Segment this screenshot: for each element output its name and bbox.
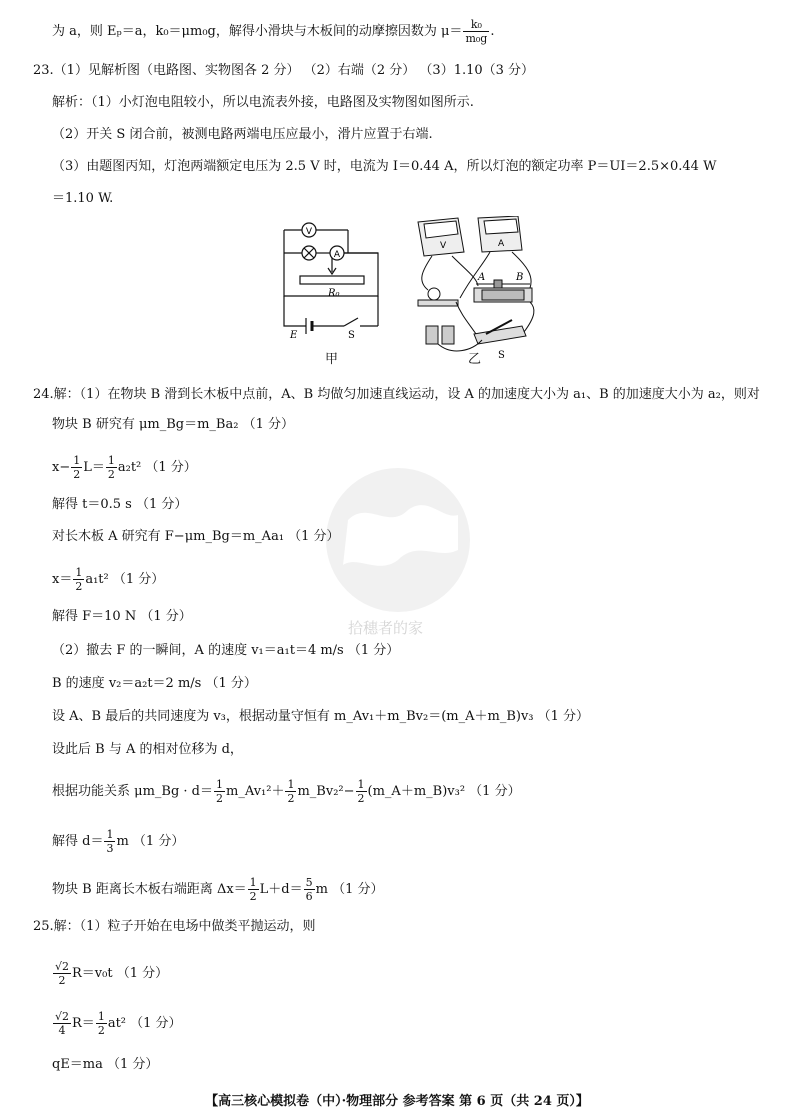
q23-heading: 23.（1）见解析图（电路图、实物图各 2 分） （2）右端（2 分） （3）1.10（3 分） (33, 63, 535, 78)
q24-eq-b: 物块 B 研究有 μm_Bg＝m_Ba₂ （1 分） (52, 417, 294, 432)
rheostat-b-label: B (516, 272, 524, 283)
q24-eq-x: x− $\frac{1}{2}$ L＝ $\frac{1}{2}$ a₂t² （1 分） (52, 454, 197, 481)
q24-part2-v1: （2）撤去 F 的一瞬间，A 的速度 v₁＝a₁t＝4 m/s （1 分） (52, 643, 400, 658)
caption-yi: 乙 (468, 352, 482, 367)
q24-momentum: 设 A、B 最后的共同速度为 v₃，根据动量守恒有 m_Av₁＋m_Bv₂＝(m_A＋m_B)v₃ （1 分） (52, 709, 590, 724)
q24-energy: 根据功能关系 μm_Bg · d＝ $\frac{1}{2}$ m_Av₁²＋ $\frac{1}{2}$ m_Bv₂²− $\frac{1}{2}$ (m_A＋m_B)v₃² （1 分） (52, 778, 521, 805)
rheostat-a-label: A (478, 272, 486, 283)
q24-solve-f: 解得 F＝10 N （1 分） (52, 609, 192, 624)
meter-a-label: A (498, 239, 505, 249)
page-footer: 【高三核心模拟卷（中）·物理部分 参考答案 第 6 页（共 24 页）】 (205, 1094, 589, 1109)
e-label: E (290, 330, 298, 341)
q24-relative-disp: 设此后 B 与 A 的相对位移为 d， (52, 742, 243, 757)
watermark-globe-icon (318, 460, 478, 640)
q24-distance: 物块 B 距离长木板右端距离 Δx＝ $\frac{1}{2}$ L＋d＝ $\frac{5}{6}$ m （1 分） (52, 876, 384, 903)
q24-eq-a: 对长木板 A 研究有 F−μm_Bg＝m_Aa₁ （1 分） (52, 529, 340, 544)
voltmeter-label: V (305, 227, 313, 237)
q25-eq-3: qE＝ma （1 分） (52, 1057, 159, 1072)
watermark-text: 拾穗者的家 (348, 619, 424, 637)
q25-eq-1: $\frac{√2}{2}$ R＝v₀t （1 分） (55, 960, 169, 987)
apparatus-illustration (412, 216, 537, 366)
caption-jia: 甲 (325, 352, 339, 367)
ammeter-label: A (333, 250, 341, 260)
q23-analysis-2: （2）开关 S 闭合前，被测电路两端电压应最小，滑片应置于右端. (52, 127, 433, 142)
circuit-diagram (270, 218, 390, 343)
q23-analysis-3: （3）由题图丙知，灯泡两端额定电压为 2.5 V 时，电流为 I＝0.44 A，所以灯泡的额定功率 P＝UI＝2.5×0.44 W (52, 159, 717, 174)
q24-part2-v2: B 的速度 v₂＝a₂t＝2 m/s （1 分） (52, 676, 257, 691)
q25-heading: 25.解：（1）粒子开始在电场中做类平抛运动，则 (33, 919, 316, 934)
q24-eq-xa: x＝ $\frac{1}{2}$ a₁t² （1 分） (52, 566, 165, 593)
q24-solve-d: 解得 d＝ $\frac{1}{3}$ m （1 分） (52, 828, 185, 855)
q24-solve-t: 解得 t＝0.5 s （1 分） (52, 497, 188, 512)
q24-heading: 24.解：（1）在物块 B 滑到长木板中点前，A、B 均做匀加速直线运动，设 A 的加速度大小为 a₁、B 的加速度大小为 a₂，则对 (33, 387, 760, 402)
q23-analysis-1: 解析：（1）小灯泡电阻较小，所以电流表外接，电路图及实物图如图所示. (52, 95, 474, 110)
q25-eq-2: $\frac{√2}{4}$ R＝ $\frac{1}{2}$ at² （1 分） (55, 1010, 182, 1037)
r0-label: R₀ (328, 288, 340, 299)
q23-analysis-3-cont: ＝1.10 W. (52, 191, 114, 206)
s-label: S (348, 330, 355, 341)
switch-s-label: S (498, 350, 505, 361)
fraction-k0-m0g: $\frac{\text{k₀}}{\text{m₀g}}$ (465, 18, 488, 45)
meter-v-label: V (440, 241, 447, 251)
continuation-line: 为 a，则 Eₚ＝a，k₀＝μm₀g，解得小滑块与木板间的动摩擦因数为 μ＝ $\frac{\text{k₀}}{\text{m₀g}}$ . (52, 18, 495, 45)
